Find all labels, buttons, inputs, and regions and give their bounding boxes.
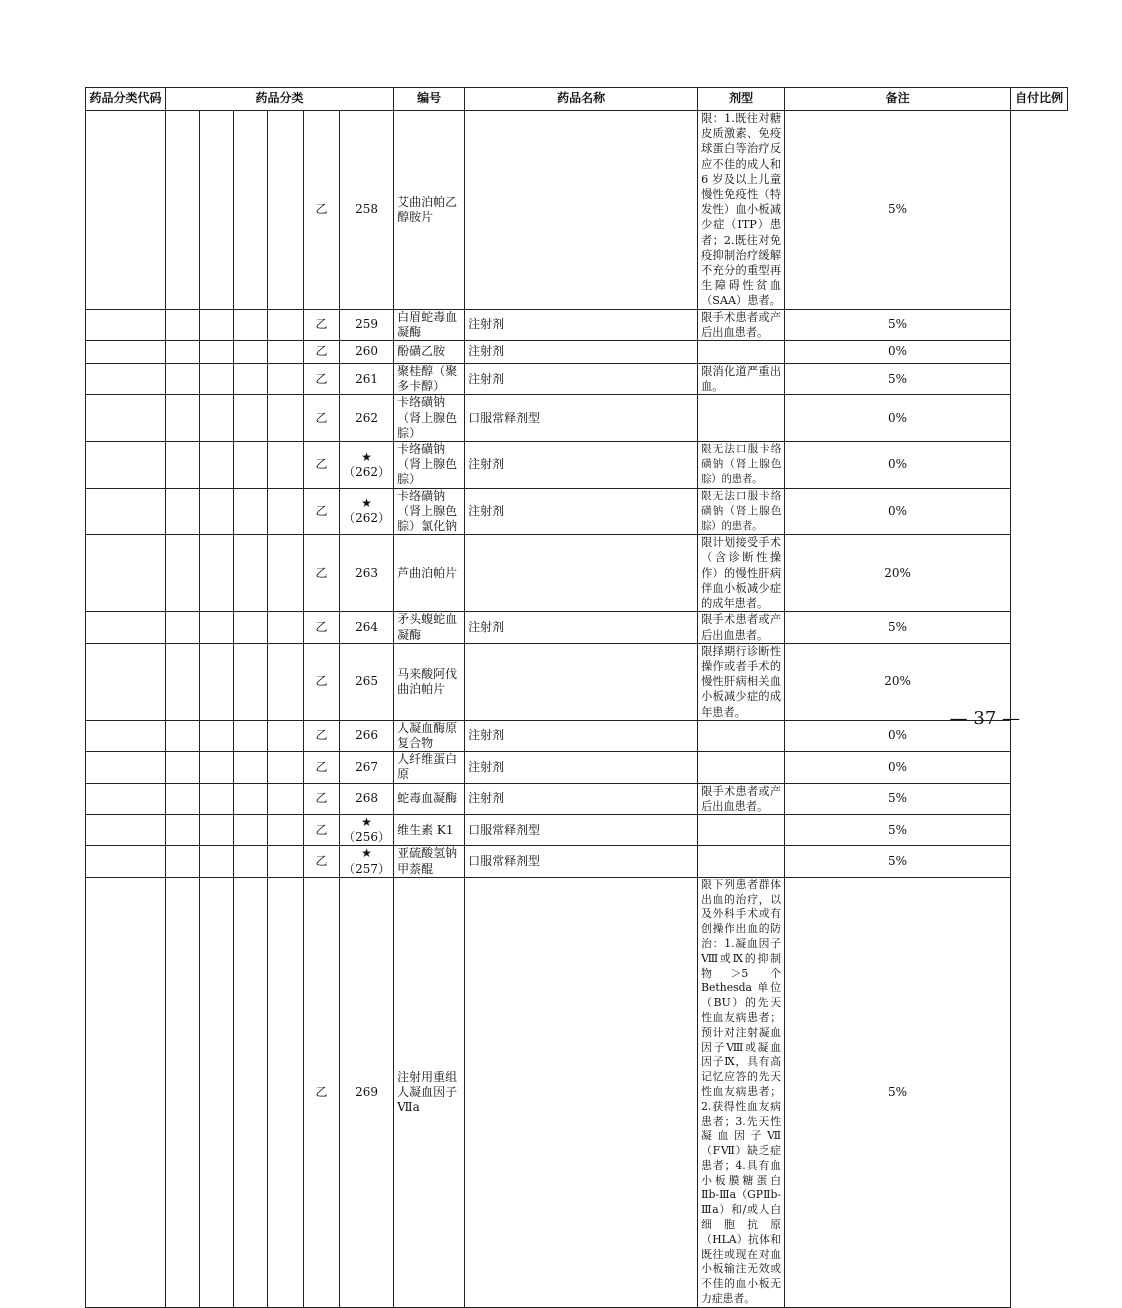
header-code: 药品分类代码 — [86, 88, 166, 111]
table-row — [86, 488, 1068, 535]
name-cell: 卡络磺钠（肾上腺色腙） — [394, 442, 465, 489]
ratio-cell: 0% — [785, 442, 1011, 489]
ratio-cell: 0% — [785, 395, 1011, 442]
remark-cell: 限无法口服卡络磺钠（肾上腺色腙）的患者。 — [698, 488, 785, 535]
number-cell: 262 — [340, 395, 394, 442]
code-cell — [86, 488, 166, 535]
ratio-cell: 5% — [785, 814, 1011, 845]
category-cell — [166, 488, 200, 535]
class-cell: 乙 — [304, 309, 340, 340]
category-cell — [268, 612, 304, 643]
code-cell — [86, 341, 166, 364]
category-cell — [268, 877, 304, 1307]
header-ratio: 自付比例 — [1011, 88, 1068, 111]
ratio-cell: 5% — [785, 846, 1011, 877]
code-cell — [86, 783, 166, 814]
category-cell — [200, 442, 234, 489]
table-row — [86, 111, 1068, 310]
remark-cell: 限无法口服卡络磺钠（肾上腺色腙）的患者。 — [698, 442, 785, 489]
form-cell: 注射剂 — [465, 488, 698, 535]
header-category: 药品分类 — [166, 88, 394, 111]
code-cell — [86, 643, 166, 720]
category-cell — [166, 442, 200, 489]
category-cell — [166, 846, 200, 877]
category-cell — [200, 364, 234, 395]
category-cell — [234, 643, 268, 720]
class-cell: 乙 — [304, 814, 340, 845]
category-cell — [166, 535, 200, 612]
remark-cell: 限择期行诊断性操作或者手术的慢性肝病相关血小板减少症的成年患者。 — [698, 643, 785, 720]
class-cell: 乙 — [304, 111, 340, 310]
code-cell — [86, 309, 166, 340]
form-cell: 口服常释剂型 — [465, 395, 698, 442]
table-row — [86, 535, 1068, 612]
remark-cell — [698, 720, 785, 751]
remark-cell: 限手术患者或产后出血患者。 — [698, 309, 785, 340]
class-cell: 乙 — [304, 752, 340, 783]
category-cell — [234, 309, 268, 340]
category-cell — [268, 814, 304, 845]
header-number: 编号 — [394, 88, 465, 111]
category-cell — [166, 395, 200, 442]
table-row — [86, 442, 1068, 489]
name-cell: 矛头蝮蛇血凝酶 — [394, 612, 465, 643]
table-row — [86, 612, 1068, 643]
code-cell — [86, 612, 166, 643]
name-cell: 聚桂醇（聚多卡醇） — [394, 364, 465, 395]
number-cell: 269 — [340, 877, 394, 1307]
number-cell: 268 — [340, 783, 394, 814]
ratio-cell: 5% — [785, 111, 1011, 310]
header-name: 药品名称 — [465, 88, 698, 111]
class-cell: 乙 — [304, 846, 340, 877]
name-cell: 酚磺乙胺 — [394, 341, 465, 364]
ratio-cell: 20% — [785, 535, 1011, 612]
class-cell: 乙 — [304, 643, 340, 720]
category-cell — [268, 341, 304, 364]
code-cell — [86, 535, 166, 612]
remark-cell — [698, 341, 785, 364]
form-cell: 注射剂 — [465, 720, 698, 751]
name-cell: 人纤维蛋白原 — [394, 752, 465, 783]
form-cell: 注射剂 — [465, 309, 698, 340]
category-cell — [234, 720, 268, 751]
remark-cell: 限手术患者或产后出血患者。 — [698, 612, 785, 643]
class-cell: 乙 — [304, 488, 340, 535]
category-cell — [200, 111, 234, 310]
class-cell: 乙 — [304, 442, 340, 489]
number-cell: 265 — [340, 643, 394, 720]
category-cell — [268, 643, 304, 720]
ratio-cell: 0% — [785, 720, 1011, 751]
table-row — [86, 309, 1068, 340]
number-cell: ★（256） — [340, 814, 394, 845]
name-cell: 注射用重组人凝血因子Ⅶa — [394, 877, 465, 1307]
form-cell — [465, 111, 698, 310]
category-cell — [200, 814, 234, 845]
number-cell: 263 — [340, 535, 394, 612]
remark-cell — [698, 752, 785, 783]
category-cell — [166, 309, 200, 340]
remark-cell — [698, 395, 785, 442]
remark-cell: 限计划接受手术（含诊断性操作）的慢性肝病伴血小板减少症的成年患者。 — [698, 535, 785, 612]
category-cell — [200, 720, 234, 751]
category-cell — [234, 535, 268, 612]
code-cell — [86, 846, 166, 877]
name-cell: 人凝血酶原复合物 — [394, 720, 465, 751]
category-cell — [166, 341, 200, 364]
number-cell: 260 — [340, 341, 394, 364]
number-cell: 266 — [340, 720, 394, 751]
table-row — [86, 643, 1068, 720]
class-cell: 乙 — [304, 783, 340, 814]
page-number: — 37 — — [949, 708, 1020, 729]
category-cell — [268, 364, 304, 395]
ratio-cell: 5% — [785, 364, 1011, 395]
name-cell: 白眉蛇毒血凝酶 — [394, 309, 465, 340]
table-row — [86, 752, 1068, 783]
ratio-cell: 0% — [785, 341, 1011, 364]
category-cell — [268, 309, 304, 340]
category-cell — [166, 643, 200, 720]
category-cell — [200, 341, 234, 364]
category-cell — [200, 488, 234, 535]
category-cell — [200, 846, 234, 877]
category-cell — [200, 783, 234, 814]
table-row — [86, 783, 1068, 814]
table-row — [86, 814, 1068, 845]
category-cell — [200, 395, 234, 442]
category-cell — [200, 535, 234, 612]
form-cell: 口服常释剂型 — [465, 814, 698, 845]
category-cell — [234, 442, 268, 489]
table-row — [86, 846, 1068, 877]
table-row — [86, 720, 1068, 751]
ratio-cell: 5% — [785, 309, 1011, 340]
category-cell — [166, 877, 200, 1307]
form-cell: 注射剂 — [465, 364, 698, 395]
category-cell — [234, 364, 268, 395]
class-cell: 乙 — [304, 535, 340, 612]
table-row — [86, 364, 1068, 395]
class-cell: 乙 — [304, 720, 340, 751]
category-cell — [268, 488, 304, 535]
category-cell — [268, 846, 304, 877]
form-cell: 注射剂 — [465, 341, 698, 364]
number-cell: 261 — [340, 364, 394, 395]
category-cell — [268, 720, 304, 751]
name-cell: 卡络磺钠（肾上腺色腙） — [394, 395, 465, 442]
category-cell — [234, 612, 268, 643]
name-cell: 蛇毒血凝酶 — [394, 783, 465, 814]
name-cell: 艾曲泊帕乙醇胺片 — [394, 111, 465, 310]
category-cell — [166, 783, 200, 814]
category-cell — [268, 442, 304, 489]
remark-cell: 限消化道严重出血。 — [698, 364, 785, 395]
category-cell — [166, 752, 200, 783]
number-cell: 267 — [340, 752, 394, 783]
code-cell — [86, 877, 166, 1307]
category-cell — [268, 111, 304, 310]
category-cell — [234, 341, 268, 364]
number-cell: ★（262） — [340, 442, 394, 489]
category-cell — [234, 752, 268, 783]
category-cell — [200, 877, 234, 1307]
category-cell — [268, 783, 304, 814]
number-cell: 258 — [340, 111, 394, 310]
code-cell — [86, 720, 166, 751]
code-cell — [86, 442, 166, 489]
form-cell: 口服常释剂型 — [465, 846, 698, 877]
code-cell — [86, 395, 166, 442]
category-cell — [200, 752, 234, 783]
category-cell — [166, 720, 200, 751]
category-cell — [268, 395, 304, 442]
remark-cell: 限手术患者或产后出血患者。 — [698, 783, 785, 814]
header-form: 剂型 — [698, 88, 785, 111]
remark-cell: 限：1.既往对糖皮质激素、免疫球蛋白等治疗反应不佳的成人和 6 岁及以上儿童慢性免疫性（特发性）血小板减少症（ITP）患者；2.既往对免疫抑制治疗缓解不充分的重型再生障碍性贫血（SAA）患者。 — [698, 111, 785, 310]
header-remark: 备注 — [785, 88, 1011, 111]
drug-table — [85, 87, 1068, 1308]
category-cell — [234, 846, 268, 877]
ratio-cell: 0% — [785, 752, 1011, 783]
category-cell — [200, 309, 234, 340]
class-cell: 乙 — [304, 395, 340, 442]
category-cell — [234, 111, 268, 310]
table-row — [86, 395, 1068, 442]
form-cell — [465, 877, 698, 1307]
number-cell: ★（257） — [340, 846, 394, 877]
name-cell: 亚硫酸氢钠甲萘醌 — [394, 846, 465, 877]
category-cell — [166, 814, 200, 845]
class-cell: 乙 — [304, 877, 340, 1307]
name-cell: 芦曲泊帕片 — [394, 535, 465, 612]
category-cell — [200, 643, 234, 720]
form-cell — [465, 643, 698, 720]
category-cell — [234, 395, 268, 442]
class-cell: 乙 — [304, 341, 340, 364]
category-cell — [234, 877, 268, 1307]
form-cell: 注射剂 — [465, 612, 698, 643]
form-cell — [465, 535, 698, 612]
code-cell — [86, 111, 166, 310]
category-cell — [234, 488, 268, 535]
ratio-cell: 5% — [785, 783, 1011, 814]
ratio-cell: 5% — [785, 877, 1011, 1307]
form-cell: 注射剂 — [465, 442, 698, 489]
form-cell: 注射剂 — [465, 752, 698, 783]
category-cell — [166, 111, 200, 310]
number-cell: ★（262） — [340, 488, 394, 535]
category-cell — [200, 612, 234, 643]
remark-cell: 限下列患者群体出血的治疗，以及外科手术或有创操作出血的防治：1.凝血因子Ⅷ或Ⅸ的抑制物＞5 个 Bethesda 单位（BU）的先天性血友病患者；预计对注射凝血因子Ⅷ或凝血因子Ⅸ，具有高记忆应答的先天性血友病患者；2.获得性血友病患者；3.先天性凝血因子Ⅶ（FⅦ）缺乏症患者；4.具有血小板膜糖蛋白Ⅱb-Ⅲa（GPⅡb-Ⅲa）和/或人白细胞抗原（HLA）抗体和既往或现在对血小板输注无效或不佳的血小板无力症患者。 — [698, 877, 785, 1307]
class-cell: 乙 — [304, 612, 340, 643]
name-cell: 卡络磺钠（肾上腺色腙）氯化钠 — [394, 488, 465, 535]
table-row — [86, 341, 1068, 364]
form-cell: 注射剂 — [465, 783, 698, 814]
name-cell: 维生素 K1 — [394, 814, 465, 845]
remark-cell — [698, 846, 785, 877]
code-cell — [86, 814, 166, 845]
category-cell — [234, 783, 268, 814]
header-row — [86, 88, 1068, 111]
remark-cell — [698, 814, 785, 845]
ratio-cell: 0% — [785, 488, 1011, 535]
ratio-cell: 20% — [785, 643, 1011, 720]
class-cell: 乙 — [304, 364, 340, 395]
ratio-cell: 5% — [785, 612, 1011, 643]
code-cell — [86, 752, 166, 783]
category-cell — [268, 535, 304, 612]
code-cell — [86, 364, 166, 395]
table-row — [86, 877, 1068, 1307]
number-cell: 259 — [340, 309, 394, 340]
category-cell — [268, 752, 304, 783]
category-cell — [234, 814, 268, 845]
category-cell — [166, 364, 200, 395]
number-cell: 264 — [340, 612, 394, 643]
name-cell: 马来酸阿伐曲泊帕片 — [394, 643, 465, 720]
category-cell — [166, 612, 200, 643]
